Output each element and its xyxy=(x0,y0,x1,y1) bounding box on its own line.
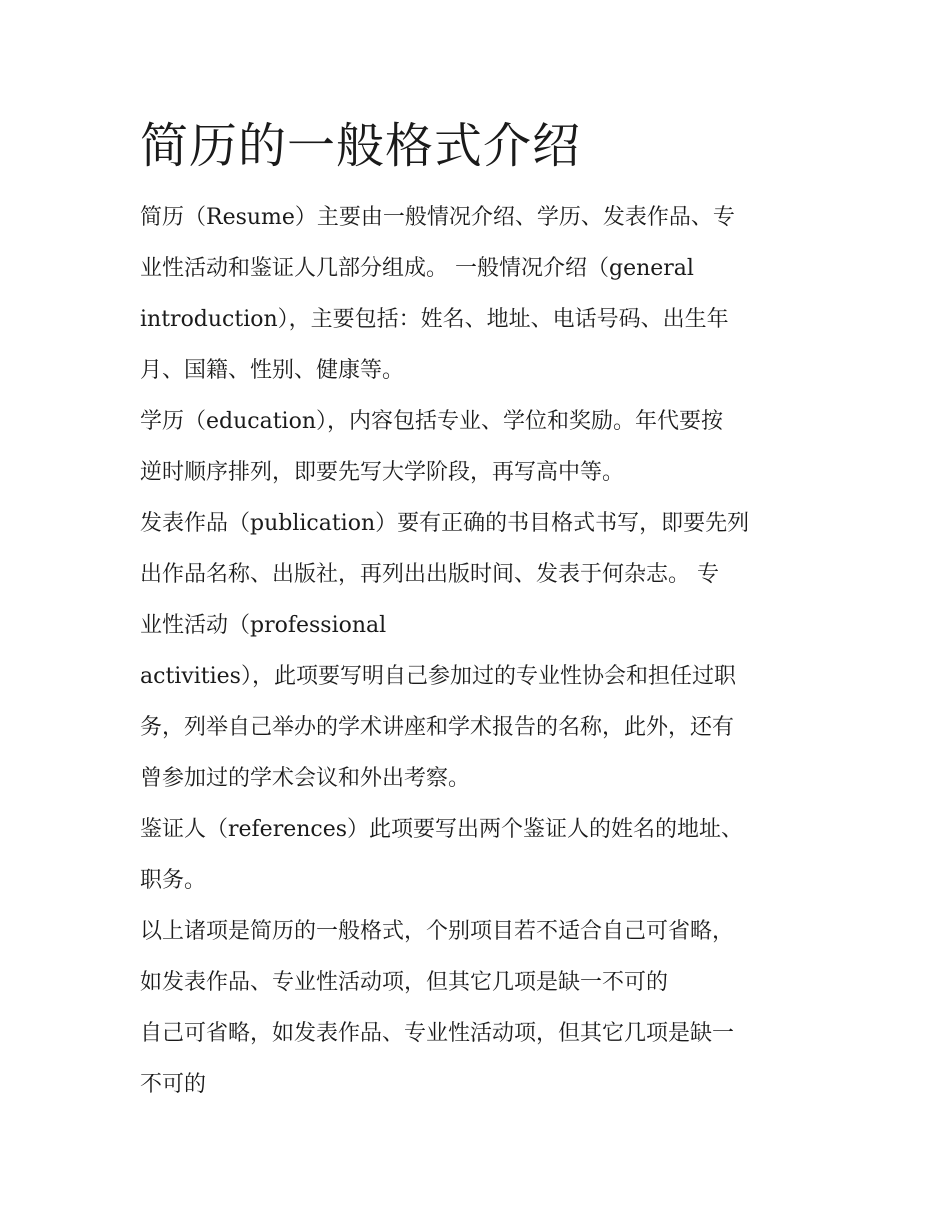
paragraph-education xyxy=(140,396,820,498)
text-line: 曾参加过的学术会议和外出考察。 xyxy=(140,766,471,791)
text-line: 务，列举自己举办的学术讲座和学术报告的名称，此外，还有 xyxy=(140,715,735,740)
document-page xyxy=(140,112,820,1110)
text-line: 月、国籍、性别、健康等。 xyxy=(140,358,405,383)
paragraph-general-intro xyxy=(140,192,820,396)
paragraph-publication xyxy=(140,498,820,651)
paragraph-professional-activities xyxy=(140,651,820,804)
text-line: 自己可省略，如发表作品、专业性活动项，但其它几项是缺一 xyxy=(140,1021,735,1046)
text-line: 不可的 xyxy=(140,1072,207,1097)
text-line: 以上诸项是简历的一般格式，个别项目若不适合自己可省略， xyxy=(140,919,735,944)
text-line: 业性活动和鉴证人几部分组成。 一般情况介绍（general xyxy=(140,256,694,281)
paragraph-summary xyxy=(140,906,820,1008)
text-line: 简历（Resume）主要由一般情况介绍、学历、发表作品、专 xyxy=(140,205,735,230)
text-line: 出作品名称、出版社，再列出出版时间、发表于何杂志。 专 xyxy=(140,562,719,587)
text-line: introduction），主要包括：姓名、地址、电话号码、出生年 xyxy=(140,307,729,332)
text-line: activities），此项要写明自己参加过的专业性协会和担任过职 xyxy=(140,664,736,689)
text-line: 逆时顺序排列，即要先写大学阶段，再写高中等。 xyxy=(140,460,625,485)
text-line: 学历（education），内容包括专业、学位和奖励。年代要按 xyxy=(140,409,724,434)
paragraph-summary-repeat xyxy=(140,1008,820,1110)
text-line: 职务。 xyxy=(140,868,207,893)
text-line: 发表作品（publication）要有正确的书目格式书写，即要先列 xyxy=(140,511,750,536)
text-line: 如发表作品、专业性活动项，但其它几项是缺一不可的 xyxy=(140,970,669,995)
text-line: 鉴证人（references）此项要写出两个鉴证人的姓名的地址、 xyxy=(140,817,744,842)
text-line: 业性活动（professional xyxy=(140,613,387,638)
paragraph-references xyxy=(140,804,820,906)
document-title: 简历的一般格式介绍 xyxy=(140,118,582,174)
